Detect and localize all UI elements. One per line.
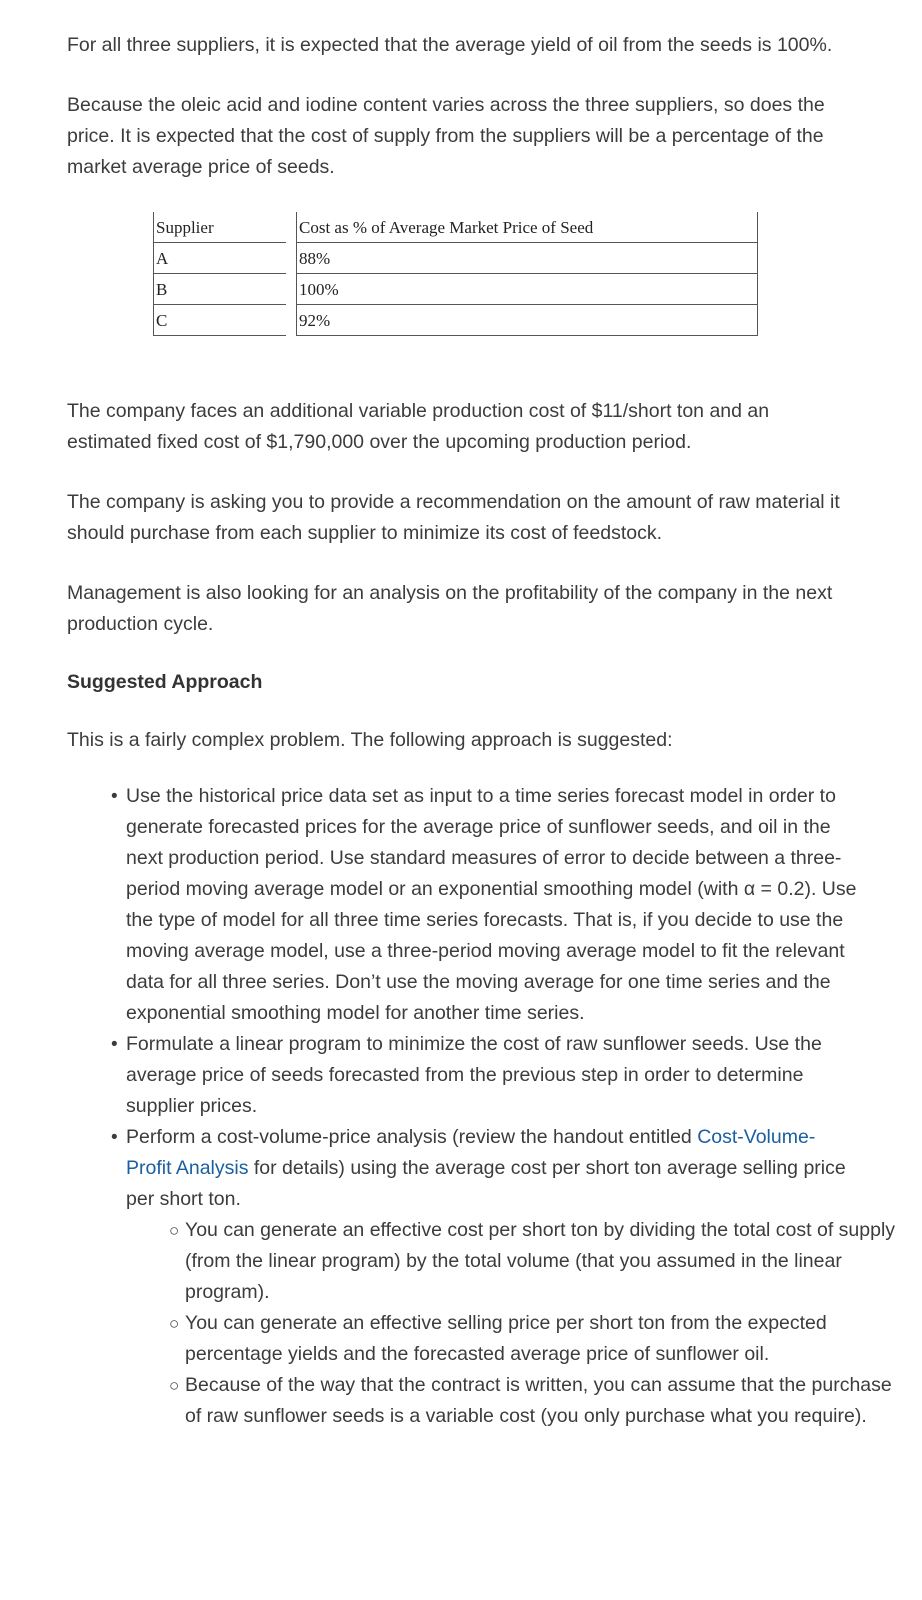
bullet-icon: • [111, 786, 118, 807]
sub-bullet-text: You can generate an effective cost per short ton by dividing the total cost of supply (from the linear program) by the total volume (that you assumed in the linear program). [185, 1219, 896, 1303]
approach-list [67, 781, 896, 1432]
bullet-icon: • [111, 1034, 118, 1055]
circle-bullet-icon: ○ [169, 1221, 180, 1240]
approach-intro: This is a fairly complex problem. The following approach is suggested: [67, 729, 673, 751]
table-row [154, 243, 758, 274]
paragraph-management: Management is also looking for an analysis on the profitability of the company in the next production cycle. [67, 582, 833, 635]
header-cost: Cost as % of Average Market Price of Seed [297, 212, 758, 243]
list-item [67, 1122, 896, 1432]
bullet-text: Perform a cost-volume-price analysis (review the handout entitled [126, 1126, 698, 1148]
sub-bullet-text: You can generate an effective selling price per short ton from the expected percentage yields and the forecasted average price of sunflower oil. [185, 1312, 827, 1365]
cost-cell: 92% [297, 305, 758, 336]
paragraph-yield: For all three suppliers, it is expected that the average yield of oil from the seeds is 100%. [67, 34, 833, 56]
header-supplier: Supplier [154, 212, 287, 243]
circle-bullet-icon: ○ [169, 1314, 180, 1333]
section-heading: Suggested Approach [67, 671, 263, 693]
sub-list-item [126, 1215, 901, 1308]
table-header-row [154, 212, 758, 243]
bullet-text: Formulate a linear program to minimize the cost of raw sunflower seeds. Use the average price of seeds forecasted from the previous step in order to determine supplier prices. [126, 1033, 822, 1117]
sub-list-item [126, 1370, 901, 1432]
cost-cell: 100% [297, 274, 758, 305]
list-item [67, 1029, 857, 1122]
supplier-cell: C [154, 305, 287, 336]
bullet-icon: • [111, 1127, 118, 1148]
supplier-cell: B [154, 274, 287, 305]
paragraph-price: Because the oleic acid and iodine content varies across the three suppliers, so does the price. It is expected that the cost of supply from the suppliers will be a percentage of the market average price of seeds. [67, 94, 825, 178]
circle-bullet-icon: ○ [169, 1376, 180, 1395]
bullet-text: for details) using the average cost per short ton average selling price per short ton. [126, 1157, 846, 1210]
sub-list-item [126, 1308, 901, 1370]
cost-cell: 88% [297, 243, 758, 274]
table-row [154, 305, 758, 336]
bullet-text: Use the historical price data set as input to a time series forecast model in order to generate forecasted prices for the average price of sunflower seeds, and oil in the next production period. Use standard measures of error to decide between a three-period moving average model or an exponential smoothing model (with α = 0.2). Use the type of model for all three time series forecasts. That is, if you decide to use the moving average model, use a three-period moving average model to fit the relevant data for all three series. Don’t use the moving average for one time series and the exponential smoothing model for another time series. [126, 785, 857, 1024]
supplier-cell: A [154, 243, 287, 274]
paragraph-costs: The company faces an additional variable production cost of $11/short ton and an estimated fixed cost of $1,790,000 over the upcoming production period. [67, 400, 770, 453]
cvp-handout-link[interactable]: Cost-Volume-Profit Analysis [126, 1126, 816, 1179]
supplier-cost-table [153, 212, 758, 336]
sub-list [126, 1215, 896, 1432]
document-page [67, 30, 896, 1432]
table-row [154, 274, 758, 305]
sub-bullet-text: Because of the way that the contract is written, you can assume that the purchase of raw sunflower seeds is a variable cost (you only purchase what you require). [185, 1374, 892, 1427]
list-item [67, 781, 857, 1029]
paragraph-recommendation: The company is asking you to provide a recommendation on the amount of raw material it should purchase from each supplier to minimize its cost of feedstock. [67, 491, 840, 544]
